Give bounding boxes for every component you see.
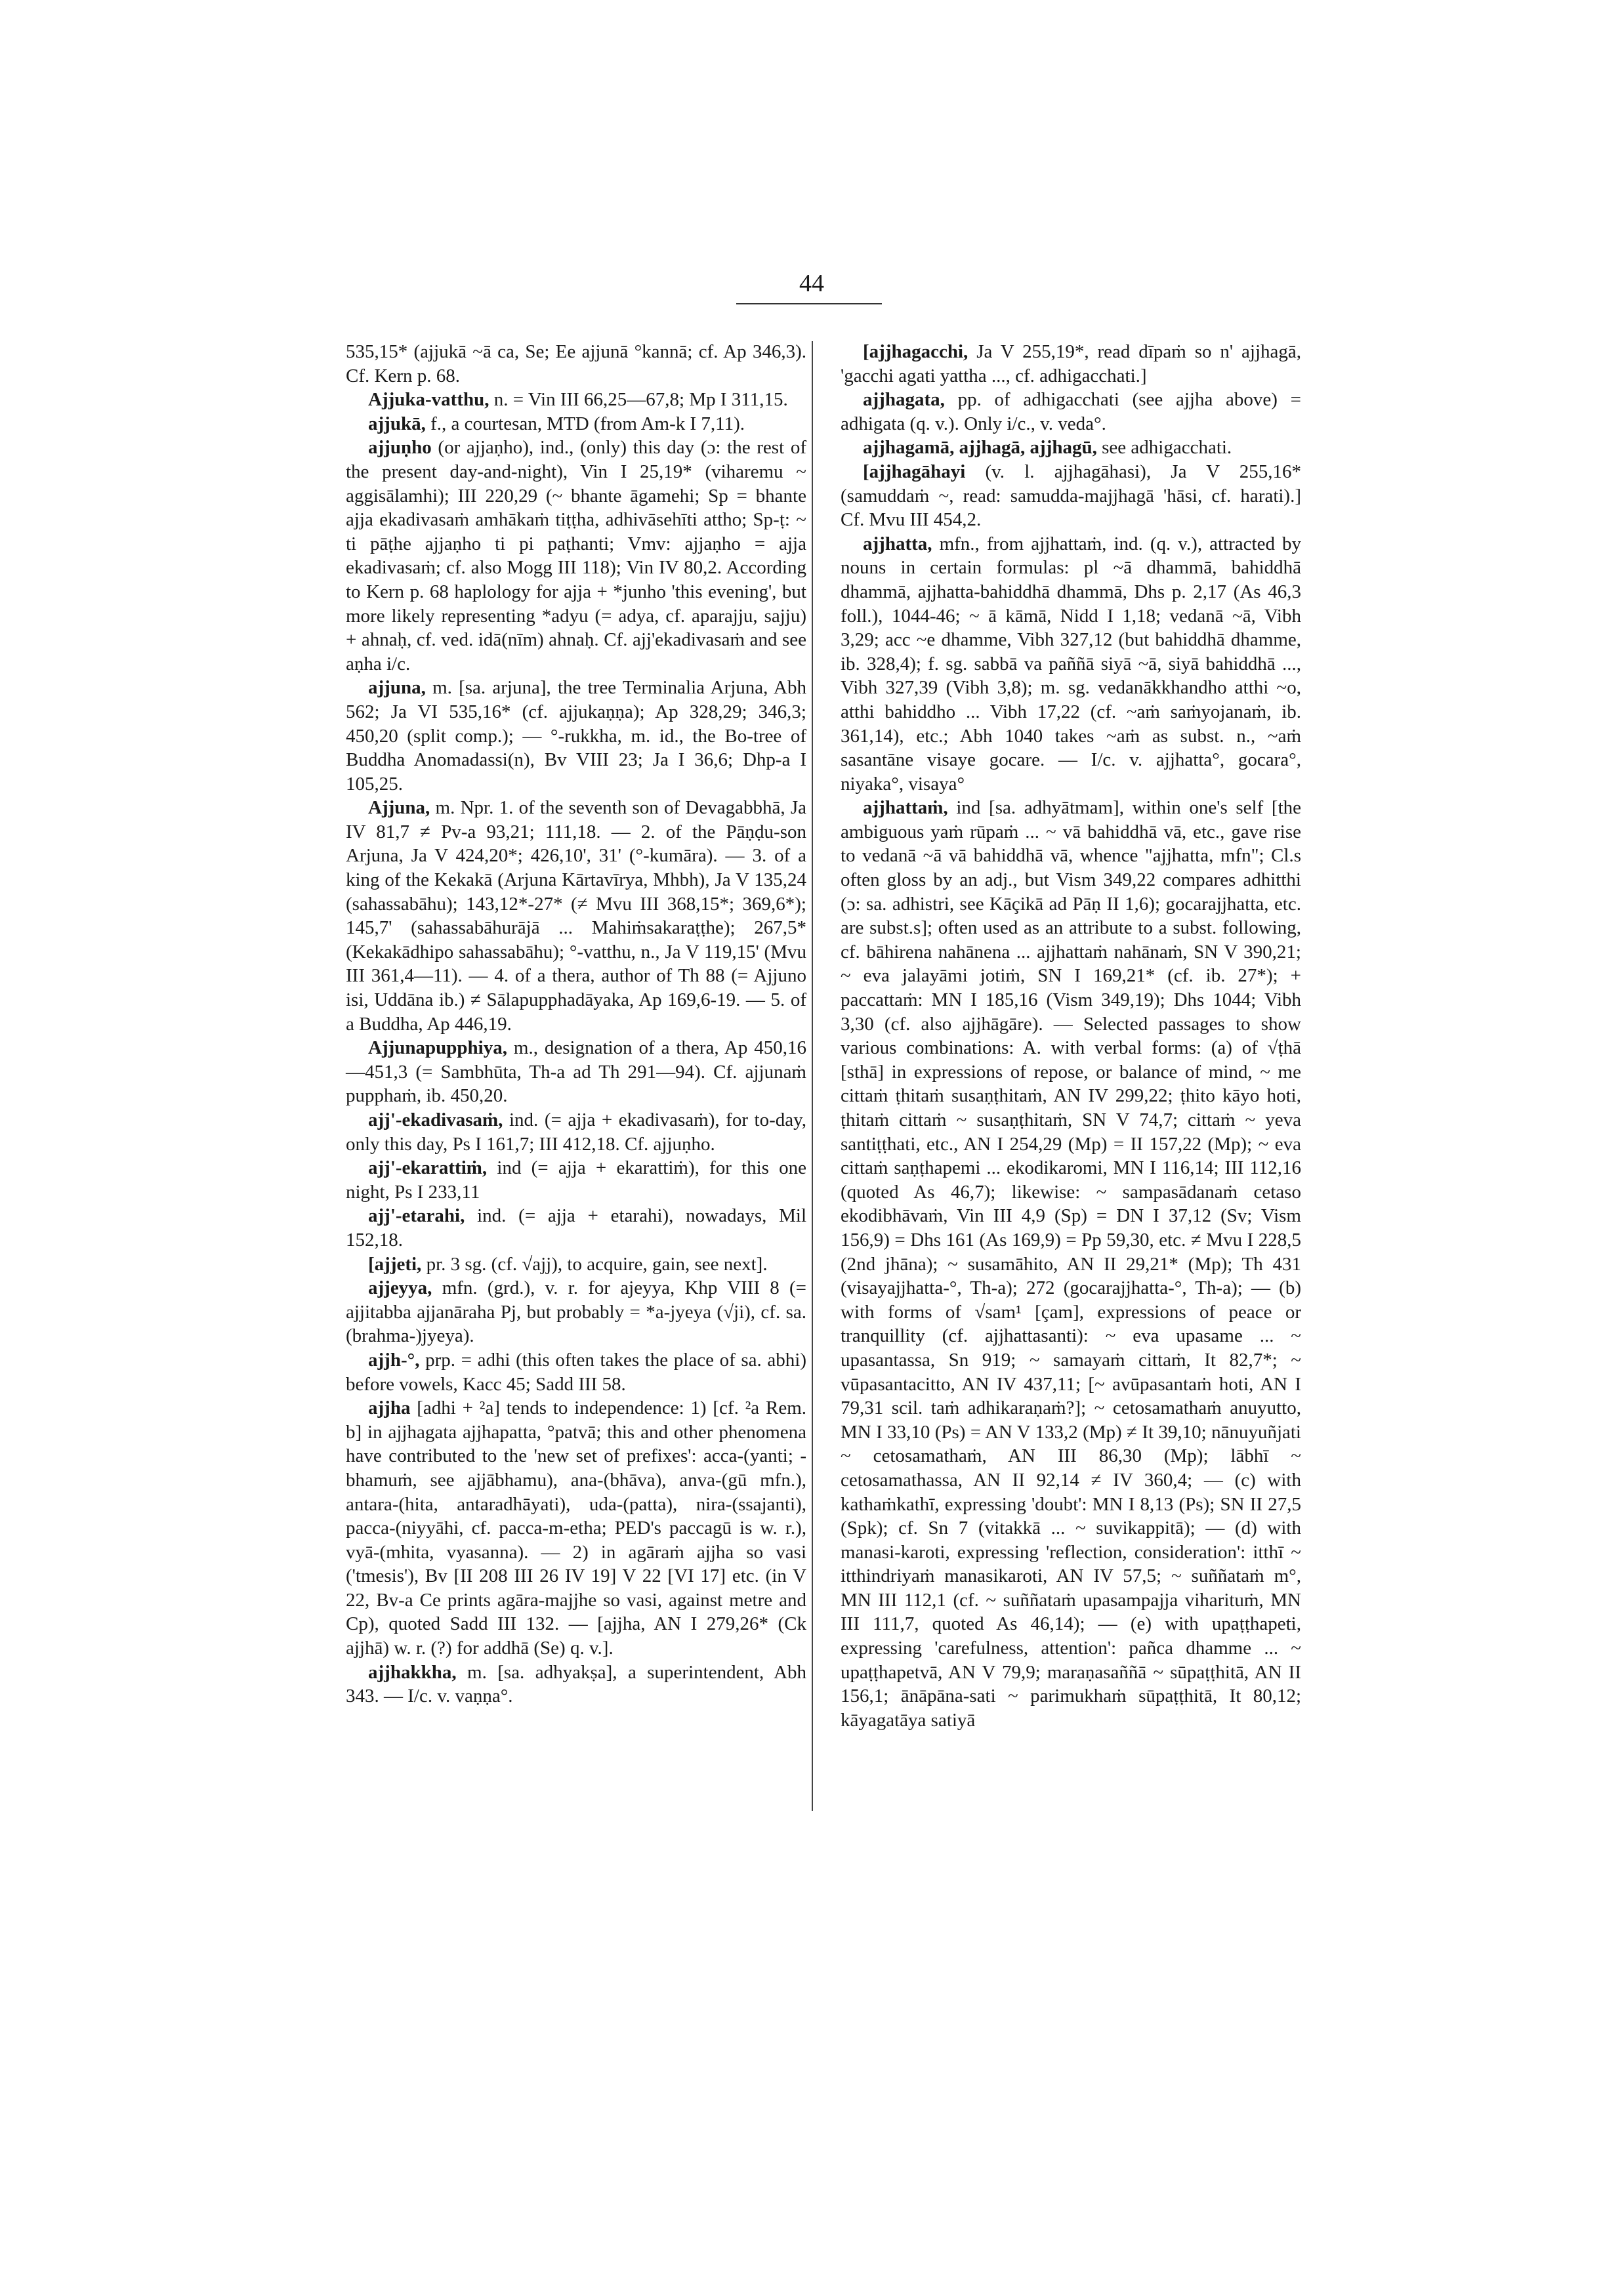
- entry-headword: ajjhagata,: [863, 389, 945, 411]
- column-divider: [812, 341, 813, 1811]
- dictionary-entry: [346, 676, 806, 796]
- entry-headword: ajjeyya,: [368, 1277, 432, 1299]
- entry-text: f., a courtesan, MTD (from Am-k I 7,11).: [430, 413, 745, 434]
- entry-headword: ajjh-°,: [368, 1349, 420, 1371]
- entry-text: mfn., from ajjhattaṁ, ind. (q. v.), attracted by nouns in certain formulas: pl ~ā dhammā, bahiddhā dhammā, ajjhatta-bahiddhā dhammā, Dhs p. 2,17 (As 46,3 foll.), 1044-46; ~ ā kāmā, Nidd I 1,18; vedanā ~ā, Vibh 3,29; acc ~e dhamme, Vibh 327,12 (but bahiddhā dhamme, ib. 328,4); f. sg. sabbā va paññā siyā ~ā, siyā bahiddhā ..., Vibh 327,39 (Vibh 3,8); m. sg. vedanākkhandho atthi ~o, atthi bahiddho ... Vibh 17,22 (cf. ~aṁ saṁyojanaṁ, ib. 361,14), etc.; Abh 1040 takes ~aṁ as subst. n., ~aṁ sasantāne visaye gocare. — I/c. v. ajjhatta°, gocara°, niyaka°, visaya°: [841, 533, 1302, 795]
- dictionary-entry: [841, 340, 1301, 388]
- dictionary-entry: [346, 340, 806, 388]
- entry-text: m. [sa. adhyakṣa], a superintendent, Abh 343. — I/c. v. vaṇṇa°.: [346, 1661, 807, 1707]
- entry-text: (v. l. ajjhagāhasi), Ja V 255,16* (samuddaṁ ~, read: samudda-majjhagā 'hāsi, cf. harati).] Cf. Mvu III 454,2.: [841, 461, 1301, 531]
- dictionary-entry: [346, 1348, 806, 1396]
- dictionary-entry: [346, 388, 806, 412]
- dictionary-entry: [346, 1661, 806, 1708]
- right-column: [841, 340, 1301, 1732]
- dictionary-entry: [346, 1252, 806, 1277]
- dictionary-entry: [346, 1204, 806, 1252]
- entry-headword: ajjukā,: [368, 413, 426, 434]
- entry-headword: ajj'-etarahi,: [368, 1205, 465, 1227]
- entry-headword: ajjhagamā, ajjhagā, ajjhagū,: [863, 437, 1097, 459]
- entry-headword: Ajjuka-vatthu,: [368, 389, 489, 411]
- dictionary-entry: [346, 1276, 806, 1348]
- dictionary-entry: [346, 1156, 806, 1204]
- entry-text: Ja V 255,19*, read dīpaṁ so n' ajjhagā, 'gacchi agati yattha ..., cf. adhigacchati.]: [841, 341, 1302, 386]
- entry-text: ind. (= ajja + ekadivasaṁ), for to-day, only this day, Ps I 161,7; III 412,18. Cf. ajjuṇho.: [346, 1109, 807, 1155]
- entry-text: m. Npr. 1. of the seventh son of Devagabbhā, Ja IV 81,7 ≠ Pv-a 93,21; 111,18. — 2. of the Pāṇḍu-son Arjuna, Ja V 424,20*; 426,10', 31' (°-kumāra). — 3. of a king of the Kekakā (Arjuna Kārtavīrya, Mhbh), Ja V 135,24 (sahassabāhu); 143,12*-27* (≠ Mvu III 368,15*; 369,6*); 145,7' (sahassabāhurājā ... Mahiṁsakaraṭṭhe); 267,5* (Kekakādhipo sahassabāhu); °-vatthu, n., Ja V 119,15' (Mvu III 361,4—11). — 4. of a thera, author of Th 88 (= Ajjuno isi, Uddāna ib.) ≠ Sālapupphadāyaka, Ap 169,6-19. — 5. of a Buddha, Ap 446,19.: [346, 797, 806, 1035]
- entry-text: ind [sa. adhyātmam], within one's self [the ambiguous yaṁ rūpaṁ ... ~ vā bahiddhā vā, etc., gave rise to vedanā ~ā vā bahiddhā vā, whence "ajjhatta, mfn"; Cl.s often gloss by an adj., but Vism 349,22 compares adhitthi (ɔ: sa. adhistri, see Kāçikā ad Pāṇ II 1,6); gocarajjhatta, etc. are subst.s]; often used as an attribute to a subst. following, cf. bāhirena nahānena ... ajjhattaṁ nahānaṁ, SN V 390,21; ~ eva jalayāmi jotiṁ, SN I 169,21* (cf. ib. 27*); + paccattaṁ: MN I 185,16 (Vism 349,19); Dhs 1044; Vibh 3,30 (cf. also ajjhāgāre). — Selected passages to show various combinations: A. with verbal forms: (a) of √ṭhā [sthā] in expressions of repose, or balance of mind, ~ me cittaṁ ṭhitaṁ susaṇṭhitaṁ, AN IV 299,22; ṭhito kāyo hoti, ṭhitaṁ cittaṁ ~ susaṇṭhitaṁ, SN V 74,7; cittaṁ ~ yeva santiṭṭhati, etc., AN I 254,29 (Mp) = II 157,22 (Mp); ~ eva cittaṁ saṇṭhapemi ... ekodikaromi, MN I 116,14; III 112,16 (quoted As 46,7); likewise: ~ sampasādanaṁ cetaso ekodibhāvaṁ, Vin III 4,9 (Sp) = DN I 37,12 (Sv; Vism 156,9) = Dhs 161 (As 169,9) = Pp 59,30, etc. ≠ Mvu I 228,5 (2nd jhāna); ~ susamāhito, AN II 29,21* (Mp); Th 431 (visayajjhatta-°, Th-a); 272 (gocarajjhatta-°, Th-a); — (b) with forms of √sam¹ [çam], expressions of peace or tranquillity (cf. ajjhattasanti): ~ eva upasame ... ~ upasantassa, Sn 919; ~ samayaṁ cittaṁ, It 82,7*; ~ vūpasantacitto, AN IV 437,11; [~ avūpasantaṁ hoti, AN I 79,31 scil. taṁ adhikaraṇaṁ?]; ~ cetosamathaṁ anuyutto, MN I 33,10 (Ps) = AN V 133,2 (Mp) ≠ It 39,10; nānuyuñjati ~ cetosamathaṁ, AN III 86,30 (Mp); lābhī ~ cetosamathassa, AN II 92,14 ≠ IV 360,4; — (c) with kathaṁkathī, expressing 'doubt': MN I 8,13 (Ps); SN II 27,5 (Spk); cf. Sn 7 (vitakkā ... ~ suvikappitā); — (d) with manasi-karoti, expressing 'reflection, consideration': itthī ~ itthindriyaṁ manasikaroti, AN IV 57,5; ~ suññataṁ m°, MN III 112,1 (cf. ~ suññataṁ upasampajja viharituṁ, MN III 111,7, quoted As 46,14); — (e) with upaṭṭhapeti, expressing 'carefulness, attention': pañca dhamme ... ~ upaṭṭhapetvā, AN V 79,9; maraṇasaññā ~ sūpaṭṭhitā, AN II 156,1; ānāpāna-sati ~ parimukhaṁ sūpaṭṭhitā, It 80,12; kāyagatāya satiyā: [841, 797, 1301, 1731]
- entry-text: pr. 3 sg. (cf. √ajj), to acquire, gain, see next].: [426, 1253, 768, 1275]
- entry-text: mfn. (grd.), v. r. for ajeyya, Khp VIII 8 (= ajjitabba ajjanāraha Pj, but probably = *a-jyeya (√ji), cf. sa. (brahma-)jyeya).: [346, 1277, 807, 1347]
- entry-text: pp. of adhigacchati (see ajjha above) = adhigata (q. v.). Only i/c., v. veda°.: [841, 389, 1301, 434]
- dictionary-entry: [346, 1036, 806, 1108]
- entry-text: ind. (= ajja + etarahi), nowadays, Mil 152,18.: [346, 1205, 807, 1251]
- entry-text: m., designation of a thera, Ap 450,16—451,3 (= Sambhūta, Th-a ad Th 291—94). Cf. ajjunaṁ pupphaṁ, ib. 450,20.: [346, 1037, 806, 1107]
- entry-headword: Ajjuna,: [368, 797, 430, 819]
- page-number: 44: [799, 270, 824, 297]
- entry-headword: ajjhattaṁ,: [863, 797, 948, 819]
- entry-text: 535,15* (ajjukā ~ā ca, Se; Ee ajjunā °kannā; cf. Ap 346,3). Cf. Kern p. 68.: [346, 341, 806, 386]
- dictionary-entry: [346, 796, 806, 1036]
- entry-headword: ajj'-ekarattiṁ,: [368, 1157, 488, 1179]
- dictionary-entry: [841, 388, 1301, 436]
- left-column: [346, 340, 806, 1708]
- entry-headword: ajjuṇho: [368, 437, 432, 459]
- entry-text: see adhigacchati.: [1102, 437, 1232, 459]
- header-rule: [736, 303, 882, 304]
- dictionary-entry: [346, 1396, 806, 1661]
- dictionary-entry: [841, 460, 1301, 532]
- entry-headword: ajjha: [368, 1397, 411, 1419]
- entry-text: ind (= ajja + ekarattiṁ), for this one night, Ps I 233,11: [346, 1157, 807, 1203]
- entry-headword: ajjhakkha,: [368, 1661, 457, 1683]
- entry-headword: ajjuna,: [368, 677, 426, 699]
- entry-text: m. [sa. arjuna], the tree Terminalia Arjuna, Abh 562; Ja VI 535,16* (cf. ajjukaṇṇa); Ap 328,29; 346,3; 450,20 (split comp.); — °-rukkha, m. id., the Bo-tree of Buddha Anomadassi(n), Bv VIII 23; Ja I 36,6; Dhp-a I 105,25.: [346, 677, 806, 795]
- dictionary-entry: [841, 532, 1301, 796]
- entry-headword: [ajjhagāhayi: [863, 461, 966, 482]
- entry-headword: [ajjeti,: [368, 1253, 422, 1275]
- dictionary-entry: [346, 1108, 806, 1156]
- entry-headword: Ajjunapupphiya,: [368, 1037, 507, 1059]
- entry-headword: ajjhatta,: [863, 533, 932, 554]
- entry-text: prp. = adhi (this often takes the place of sa. abhi) before vowels, Kacc 45; Sadd III 58.: [346, 1349, 806, 1395]
- entry-headword: ajj'-ekadivasaṁ,: [368, 1109, 503, 1130]
- dictionary-entry: [346, 436, 806, 676]
- entry-text: [adhi + ²a] tends to independence: 1) [cf. ²a Rem. b] in ajjhagata ajjhapatta, °patvā; this and other phenomena have contributed to the 'new set of prefixes': acca-(yanti; -bhamuṁ, see ajjābhamu), ana-(bhāva), anva-(gū mfn.), antara-(hita, antaradhāyati), uda-(patta), nira-(ssajanti), pacca-(niyyāhi, cf. pacca-m-etha; PED's paccagū is w. r.), vyā-(mhita, vyasanna). — 2) in agāraṁ ajjha so vasi ('tmesis'), Bv [II 208 III 26 IV 19] V 22 [VI 17] etc. (in V 22, Bv-a Ce prints agāra-majjhe so vasi, against metre and Cp), quoted Sadd III 132. — [ajjha, AN I 279,26* (Ck ajjhā) w. r. (?) for addhā (Se) q. v.].: [346, 1397, 806, 1659]
- entry-headword: [ajjhagacchi,: [863, 341, 968, 362]
- dictionary-entry: [346, 412, 806, 436]
- entry-text: n. = Vin III 66,25—67,8; Mp I 311,15.: [493, 389, 788, 411]
- entry-text: (or ajjaṇho), ind., (only) this day (ɔ: the rest of the present day-and-night), Vin I 25,19* (viharemu ~ aggisālamhi); III 220,29 (~ bhante āgamehi; Sp = bhante ajja ekadivasaṁ amhākaṁ tiṭṭha, adhivāsehīti attho; Sp-ṭ: ~ ti pāṭhe ajjaṇho ti pi paṭhanti; Vmv: ajjaṇho = ajja ekadivasaṁ; cf. also Mogg III 118); Vin IV 80,2. According to Kern p. 68 haplology for ajja + *junho 'this evening', but more likely representing *adyu (= adya, cf. aparajju, sajju) + ahnaḥ, cf. ved. idā(nīm) ahnaḥ. Cf. ajj'ekadivasaṁ and see aṇha i/c.: [346, 437, 807, 674]
- dictionary-entry: [841, 796, 1301, 1732]
- dictionary-entry: [841, 436, 1301, 460]
